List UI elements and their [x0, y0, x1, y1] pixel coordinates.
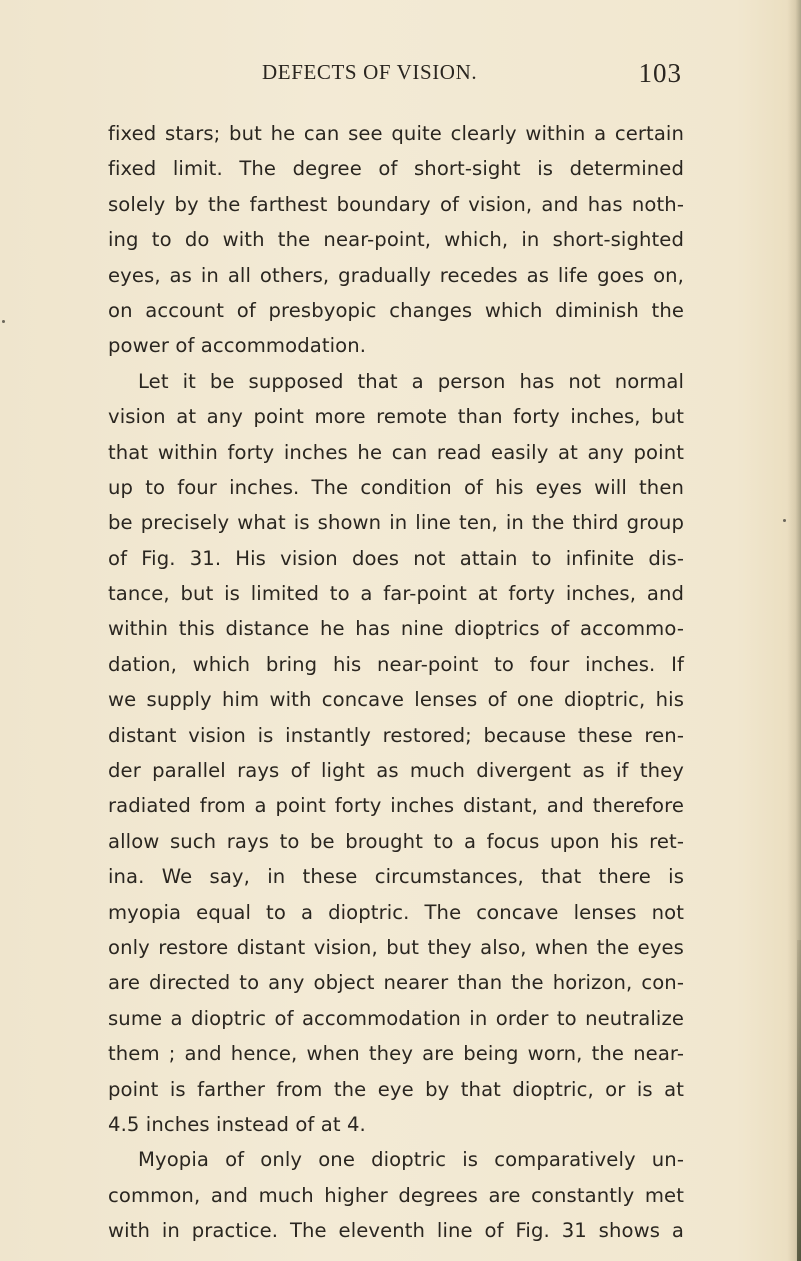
text-line: with in practice. The eleventh line of Fig. 31 shows a [108, 1219, 684, 1243]
text-line: dation, which bring his near-point to four inches. If [108, 652, 684, 676]
text-line: point is farther from the eye by that dioptric, or is at [108, 1077, 684, 1101]
text-line: fixed limit. The degree of short-sight is determined [108, 157, 684, 181]
text-line: 4.5 inches instead of at 4. [108, 1112, 366, 1136]
text-line: up to four inches. The condition of his eyes will then [108, 475, 684, 499]
page-edge-dark [797, 940, 801, 1261]
text-line: distant vision is instantly restored; because these ren- [108, 723, 684, 747]
text-line: be precisely what is shown in line ten, in the third group [108, 511, 684, 535]
text-line: der parallel rays of light as much divergent as if they [108, 759, 684, 783]
text-line: that within forty inches he can read easily at any point [108, 440, 684, 464]
text-line: vision at any point more remote than forty inches, but [108, 405, 684, 429]
page-number: 103 [638, 58, 682, 88]
margin-speck [2, 320, 5, 323]
text-line: we supply him with concave lenses of one dioptric, his [108, 688, 684, 712]
margin-speck [783, 519, 786, 522]
text-line: solely by the farthest boundary of vision, and has noth- [108, 192, 684, 216]
page-header [262, 58, 682, 92]
text-line: within this distance he has nine dioptrics of accommo- [108, 617, 684, 641]
text-line: tance, but is limited to a far-point at forty inches, and [108, 582, 684, 606]
text-line: fixed stars; but he can see quite clearly within a certain [108, 122, 684, 145]
text-line: sume a dioptric of accommodation in order to neutralize [108, 1006, 684, 1030]
text-line: radiated from a point forty inches distant, and therefore [108, 794, 684, 818]
text-line: allow such rays to be brought to a focus upon his ret- [108, 829, 684, 853]
text-line: only restore distant vision, but they also, when the eyes [108, 935, 684, 959]
text-line: on account of presbyopic changes which diminish the [108, 298, 684, 322]
running-head: DEFECTS OF VISION. [262, 60, 478, 84]
text-line: Let it be supposed that a person has not normal [138, 369, 684, 393]
text-line: myopia equal to a dioptric. The concave lenses not [108, 900, 684, 924]
text-line: Myopia of only one dioptric is comparatively un- [138, 1148, 684, 1172]
text-line: eyes, as in all others, gradually recedes as life goes on, [108, 263, 684, 287]
text-line: ing to do with the near-point, which, in short-sighted [108, 228, 684, 252]
text-line: common, and much higher degrees are constantly met [108, 1183, 684, 1207]
text-line: ina. We say, in these circumstances, that there is [108, 865, 684, 889]
body-text [108, 116, 684, 1249]
text-line: them ; and hence, when they are being worn, the near- [108, 1042, 684, 1066]
text-line: power of accommodation. [108, 334, 367, 358]
text-line: are directed to any object nearer than the horizon, con- [108, 971, 684, 995]
text-line: of Fig. 31. His vision does not attain to infinite dis- [108, 546, 684, 570]
